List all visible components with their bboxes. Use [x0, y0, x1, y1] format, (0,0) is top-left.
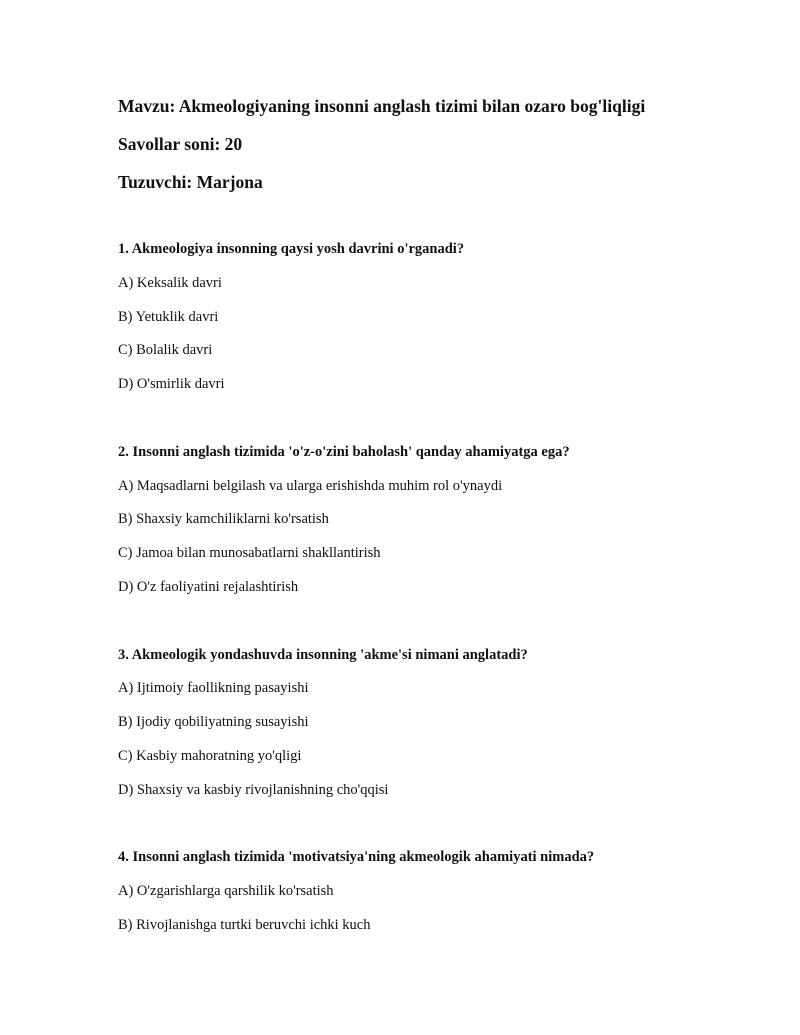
question-4-option-a: A) O'zgarishlarga qarshilik ko'rsatish [118, 883, 334, 899]
question-1-option-a: A) Keksalik davri [118, 275, 222, 291]
question-3-option-c: C) Kasbiy mahoratning yo'qligi [118, 748, 302, 764]
question-4-title: 4. Insonni anglash tizimida 'motivatsiya'ning akmeologik ahamiyati nimada? [118, 849, 595, 865]
question-1-option-d: D) O'smirlik davri [118, 376, 225, 392]
question-count-heading: Savollar soni: 20 [118, 134, 243, 154]
question-4-option-b: B) Rivojlanishga turtki beruvchi ichki kuch [118, 917, 371, 933]
question-1-title: 1. Akmeologiya insonning qaysi yosh davrini o'rganadi? [118, 241, 465, 257]
question-2-option-b: B) Shaxsiy kamchiliklarni ko'rsatish [118, 511, 329, 527]
author-heading: Tuzuvchi: Marjona [118, 172, 263, 192]
question-3-option-b: B) Ijodiy qobiliyatning susayishi [118, 714, 309, 730]
question-3-option-d: D) Shaxsiy va kasbiy rivojlanishning cho'qqisi [118, 782, 389, 798]
question-2-title: 2. Insonni anglash tizimida 'o'z-o'zini baholash' qanday ahamiyatga ega? [118, 444, 570, 460]
question-2-option-a: A) Maqsadlarni belgilash va ularga erishishda muhim rol o'ynaydi [118, 478, 503, 494]
question-2-option-d: D) O'z faoliyatini rejalashtirish [118, 579, 299, 595]
question-1-option-c: C) Bolalik davri [118, 342, 213, 358]
question-3-option-a: A) Ijtimoiy faollikning pasayishi [118, 680, 309, 696]
question-1-option-b: B) Yetuklik davri [118, 309, 219, 325]
topic-heading: Mavzu: Akmeologiyaning insonni anglash tizimi bilan ozaro bog'liqligi [118, 96, 646, 116]
question-2-option-c: C) Jamoa bilan munosabatlarni shakllantirish [118, 545, 381, 561]
question-3-title: 3. Akmeologik yondashuvda insonning 'akme'si nimani anglatadi? [118, 647, 528, 663]
